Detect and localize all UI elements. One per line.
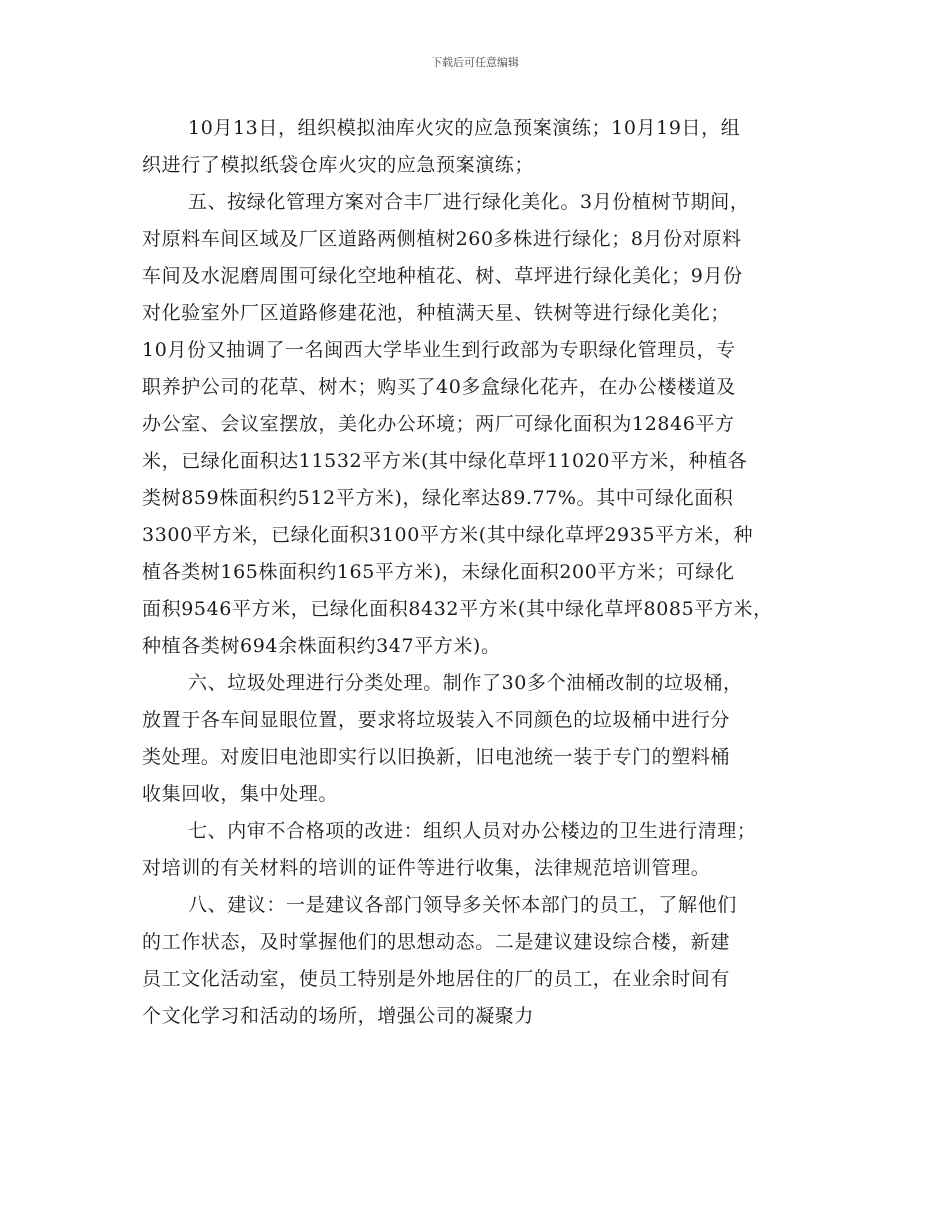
text-line: 3300平方米，已绿化面积3100平方米(其中绿化草坪2935平方米，种 (142, 524, 754, 546)
paragraph (142, 184, 814, 665)
paragraph (142, 665, 814, 813)
text-line: 六、垃圾处理进行分类处理。制作了30多个油桶改制的垃圾桶， (188, 672, 743, 694)
text-line: 10月13日，组织模拟油库火灾的应急预案演练；10月19日，组 (188, 117, 741, 139)
text-line: 对原料车间区域及厂区道路两侧植树260多株进行绿化；8月份对原料 (142, 228, 742, 250)
page-header-note: 下载后可任意编辑 (431, 56, 519, 69)
text-line: 对化验室外厂区道路修建花池，种植满天星、铁树等进行绿化美化； (142, 302, 731, 324)
text-line: 米，已绿化面积达11532平方米(其中绿化草坪11020平方米，种植各 (142, 450, 748, 472)
text-line: 对培训的有关材料的培训的证件等进行收集，法律规范培训管理。 (142, 857, 711, 879)
text-line: 放置于各车间显眼位置，要求将垃圾装入不同颜色的垃圾桶中进行分 (142, 709, 731, 731)
paragraph (142, 110, 814, 184)
document-body (142, 110, 814, 1035)
text-line: 类处理。对废旧电池即实行以旧换新，旧电池统一装于专门的塑料桶 (142, 746, 731, 768)
text-line: 职养护公司的花草、树木；购买了40多盒绿化花卉，在办公楼楼道及 (142, 376, 736, 398)
text-line: 七、内审不合格项的改进：组织人员对办公楼边的卫生进行清理； (188, 820, 757, 842)
text-line: 植各类树165株面积约165平方米)，未绿化面积200平方米；可绿化 (142, 561, 735, 583)
paragraph (142, 887, 814, 1035)
text-line: 五、按绿化管理方案对合丰厂进行绿化美化。3月份植树节期间， (188, 191, 750, 213)
text-line: 面积9546平方米，已绿化面积8432平方米(其中绿化草坪8085平方米， (142, 598, 773, 620)
text-line: 种植各类树694余株面积约347平方米)。 (142, 635, 501, 657)
text-line: 收集回收，集中处理。 (142, 783, 339, 805)
text-line: 八、建议：一是建议各部门领导多关怀本部门的员工，了解他们 (188, 894, 737, 916)
text-line: 类树859株面积约512平方米)，绿化率达89.77%。其中可绿化面积 (142, 487, 734, 509)
text-line: 车间及水泥磨周围可绿化空地种植花、树、草坪进行绿化美化；9月份 (142, 265, 743, 287)
text-line: 10月份又抽调了一名闽西大学毕业生到行政部为专职绿化管理员，专 (142, 339, 736, 361)
text-line: 织进行了模拟纸袋仓库火灾的应急预案演练； (142, 154, 535, 176)
paragraph (142, 813, 814, 887)
text-line: 办公室、会议室摆放，美化办公环境；两厂可绿化面积为12846平方 (142, 413, 735, 435)
text-line: 的工作状态，及时掌握他们的思想动态。二是建议建设综合楼，新建 (142, 931, 731, 953)
text-line: 员工文化活动室，使员工特别是外地居住的厂的员工，在业余时间有 (142, 968, 731, 990)
text-line: 个文化学习和活动的场所，增强公司的凝聚力 (142, 1005, 535, 1027)
